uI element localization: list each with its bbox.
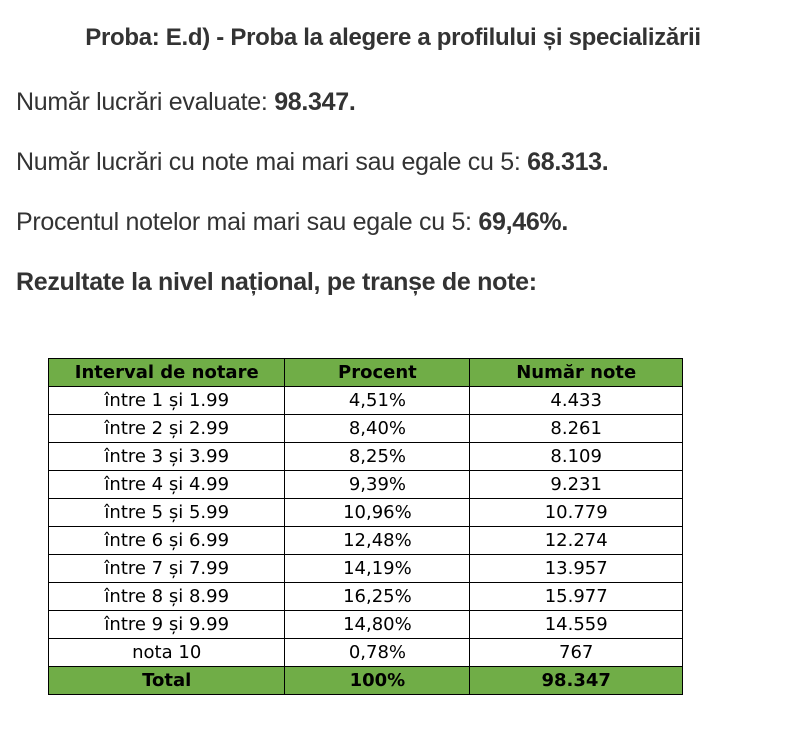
cell-count: 10.779 [470, 499, 683, 527]
cell-percent: 4,51% [285, 387, 470, 415]
cell-count: 14.559 [470, 611, 683, 639]
stat-passing-percent [16, 208, 568, 237]
table-row [49, 639, 683, 667]
table-row [49, 555, 683, 583]
stat-passing-papers [16, 148, 608, 177]
cell-count: 13.957 [470, 555, 683, 583]
stat-label: Procentul notelor mai mari sau egale cu 5: [16, 208, 479, 236]
stat-evaluated-papers [16, 88, 356, 117]
column-header-interval: Interval de notare [49, 359, 285, 387]
cell-total-label: Total [49, 667, 285, 695]
cell-interval: între 4 și 4.99 [49, 471, 285, 499]
cell-percent: 8,25% [285, 443, 470, 471]
page-title: Proba: E.d) - Proba la alegere a profilului și specializării [85, 24, 701, 51]
table-row [49, 471, 683, 499]
table-row [49, 611, 683, 639]
section-heading: Rezultate la nivel național, pe tranșe de note: [16, 268, 537, 296]
cell-count: 15.977 [470, 583, 683, 611]
cell-count: 12.274 [470, 527, 683, 555]
cell-interval: între 8 și 8.99 [49, 583, 285, 611]
cell-percent: 0,78% [285, 639, 470, 667]
table-row [49, 527, 683, 555]
table-row [49, 499, 683, 527]
cell-interval: între 6 și 6.99 [49, 527, 285, 555]
cell-percent: 12,48% [285, 527, 470, 555]
stat-value: 69,46%. [478, 208, 568, 236]
table-header-row [49, 359, 683, 387]
cell-interval: între 7 și 7.99 [49, 555, 285, 583]
column-header-percent: Procent [285, 359, 470, 387]
cell-percent: 14,19% [285, 555, 470, 583]
stat-label: Număr lucrări cu note mai mari sau egale cu 5: [16, 148, 528, 176]
cell-percent: 8,40% [285, 415, 470, 443]
cell-percent: 16,25% [285, 583, 470, 611]
column-header-count: Număr note [470, 359, 683, 387]
cell-percent: 14,80% [285, 611, 470, 639]
cell-interval: între 5 și 5.99 [49, 499, 285, 527]
table-row [49, 415, 683, 443]
table-row [49, 387, 683, 415]
cell-interval: nota 10 [49, 639, 285, 667]
cell-count: 9.231 [470, 471, 683, 499]
cell-interval: între 2 și 2.99 [49, 415, 285, 443]
cell-interval: între 3 și 3.99 [49, 443, 285, 471]
table-total-row [49, 667, 683, 695]
cell-count: 4.433 [470, 387, 683, 415]
cell-count: 767 [470, 639, 683, 667]
cell-interval: între 1 și 1.99 [49, 387, 285, 415]
table-row [49, 583, 683, 611]
stat-value: 98.347. [274, 88, 356, 116]
cell-count: 8.261 [470, 415, 683, 443]
grades-table [48, 358, 683, 695]
cell-percent: 9,39% [285, 471, 470, 499]
cell-interval: între 9 și 9.99 [49, 611, 285, 639]
stat-label: Număr lucrări evaluate: [16, 88, 275, 116]
cell-total-count: 98.347 [470, 667, 683, 695]
cell-count: 8.109 [470, 443, 683, 471]
cell-total-percent: 100% [285, 667, 470, 695]
table-row [49, 443, 683, 471]
stat-value: 68.313. [527, 148, 609, 176]
cell-percent: 10,96% [285, 499, 470, 527]
